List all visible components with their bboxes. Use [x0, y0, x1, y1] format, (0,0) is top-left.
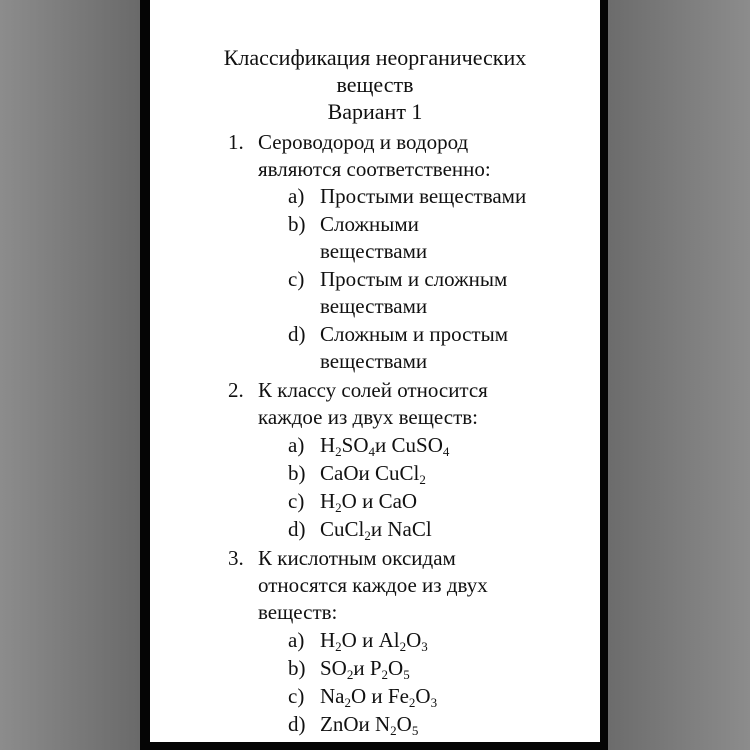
option-text: веществами — [320, 239, 428, 263]
formula-subscript: 2 — [390, 723, 397, 738]
document-title — [150, 44, 600, 125]
option-text: веществами — [320, 349, 428, 373]
formula-text: CaOи CuCl — [320, 461, 420, 485]
option-text: веществами — [320, 294, 428, 318]
formula-text: O и CaO — [341, 489, 418, 513]
option-formula — [320, 627, 590, 654]
question-number: 2. — [228, 378, 244, 402]
option-formula — [320, 655, 590, 682]
option-text: Простыми веществами — [320, 184, 527, 208]
formula-text: O — [396, 712, 412, 736]
formula-subscript: 4 — [442, 444, 450, 459]
option-letter: b) — [288, 656, 306, 680]
formula-text: Na — [320, 684, 345, 708]
variant-label: Вариант 1 — [327, 99, 423, 124]
formula-subscript: 2 — [399, 639, 407, 654]
formula-text: и CuSO — [375, 433, 443, 457]
formula-subscript: 2 — [364, 528, 371, 543]
formula-subscript: 2 — [419, 472, 426, 487]
option-letter: d) — [288, 712, 306, 736]
frame-edge-bottom — [150, 742, 600, 750]
formula-text: O — [388, 656, 404, 680]
question-text-line: веществ: — [258, 600, 338, 624]
option-formula — [320, 516, 590, 543]
formula-subscript: 2 — [381, 667, 389, 682]
formula-subscript: 5 — [411, 723, 419, 738]
option-formula — [320, 460, 590, 487]
background-left — [0, 0, 140, 750]
option-letter: c) — [288, 489, 305, 513]
formula-subscript: 4 — [368, 444, 376, 459]
option-letter: d) — [288, 322, 306, 346]
formula-subscript: 2 — [344, 695, 351, 710]
formula-text: O — [415, 684, 431, 708]
formula-text: SO — [320, 656, 347, 680]
formula-text: H — [320, 489, 336, 513]
option-letter: a) — [288, 628, 305, 652]
formula-text: H — [320, 433, 336, 457]
option-letter: d) — [288, 517, 306, 541]
question-text-line: Сероводород и водород — [258, 130, 469, 154]
option-letter: c) — [288, 684, 305, 708]
question-text-line: являются соответственно: — [258, 157, 491, 181]
formula-subscript: 2 — [335, 500, 342, 515]
question-number: 1. — [228, 130, 244, 154]
formula-text: CuCl — [320, 517, 365, 541]
frame-edge-right — [600, 0, 608, 750]
option-letter: c) — [288, 267, 305, 291]
question-text-line: относятся каждое из двух — [258, 573, 488, 597]
formula-subscript: 2 — [335, 444, 342, 459]
option-letter: b) — [288, 461, 306, 485]
formula-subscript: 3 — [421, 639, 428, 654]
formula-text: H — [320, 628, 336, 652]
formula-text: SO — [341, 433, 369, 457]
formula-subscript: 5 — [403, 667, 410, 682]
option-letter: a) — [288, 184, 305, 208]
frame-edge-left — [140, 0, 150, 750]
option-text: Сложным и простым — [320, 322, 509, 346]
formula-text: O и Fe — [351, 684, 409, 708]
formula-subscript: 3 — [430, 695, 438, 710]
option-formula — [320, 488, 590, 515]
formula-subscript: 2 — [335, 639, 342, 654]
question-number: 3. — [228, 546, 244, 570]
formula-subscript: 2 — [346, 667, 354, 682]
question-text-line: К классу солей относится — [258, 378, 488, 402]
background-right — [600, 0, 750, 750]
formula-text: O и Al — [341, 628, 400, 652]
formula-text: и NaCl — [370, 517, 432, 541]
option-text: Простым и сложным — [320, 267, 508, 291]
document-page — [150, 0, 600, 742]
question-text-line: К кислотным оксидам — [258, 546, 456, 570]
option-letter: b) — [288, 212, 306, 236]
title-line-2: веществ — [336, 72, 414, 97]
formula-text: ZnOи N — [320, 712, 391, 736]
formula-subscript: 2 — [408, 695, 416, 710]
option-formula — [320, 711, 590, 738]
option-formula — [320, 683, 590, 710]
question-text-line: каждое из двух веществ: — [258, 405, 479, 429]
option-letter: a) — [288, 433, 305, 457]
formula-text: и P — [353, 656, 382, 680]
option-text: Сложными — [320, 212, 419, 236]
title-line-1: Классификация неорганических — [223, 45, 527, 70]
option-formula — [320, 432, 590, 459]
formula-text: O — [406, 628, 422, 652]
